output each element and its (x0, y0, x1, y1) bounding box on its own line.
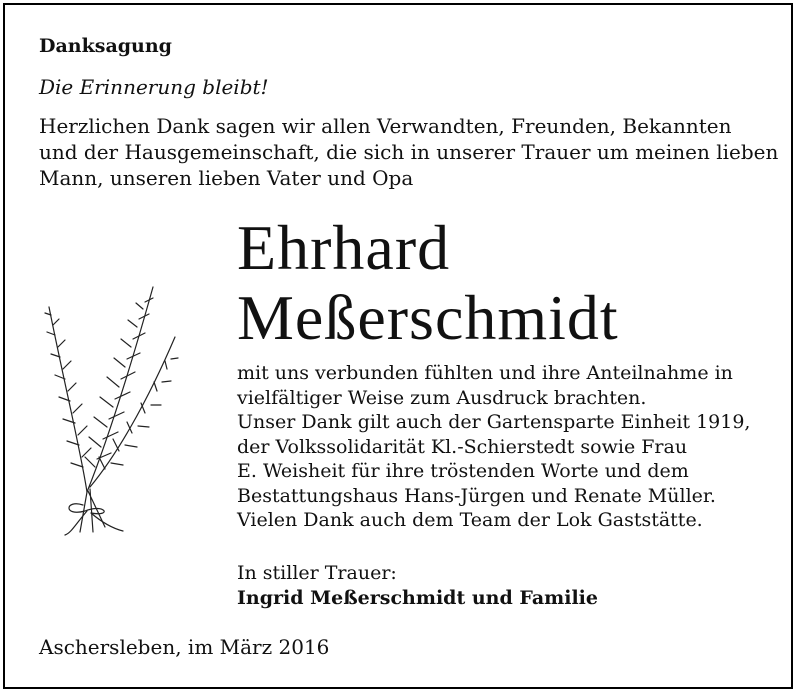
body-line: Vielen Dank auch dem Team der Lok Gaststätte. (237, 509, 703, 531)
body-line: E. Weisheit für ihre tröstenden Worte und dem (237, 460, 689, 482)
body-line: der Volkssolidarität Kl.-Schierstedt sowie Frau (237, 435, 688, 458)
body-paragraph (237, 361, 750, 533)
intro-line: und der Hausgemeinschaft, die sich in unserer Trauer um meinen lieben (39, 140, 779, 164)
intro-line: Mann, unseren lieben Vater und Opa (39, 166, 414, 190)
body-line: Bestattungshaus Hans-Jürgen und Renate Müller. (237, 484, 716, 507)
notice-motto: Die Erinnerung bleibt! (39, 75, 269, 99)
deceased-last-name: Meßerschmidt (237, 282, 619, 353)
notice-heading: Danksagung (39, 35, 172, 57)
body-line: Unser Dank gilt auch der Gartensparte Einheit 1919, (237, 411, 751, 433)
deceased-name (237, 213, 619, 353)
fern-illustration-icon (35, 277, 190, 537)
body-line: mit uns verbunden fühlten und ihre Anteilnahme in (237, 362, 733, 384)
deceased-first-name: Ehrhard (237, 212, 451, 283)
body-line: vielfältiger Weise zum Ausdruck brachten. (237, 386, 647, 409)
intro-paragraph (39, 113, 778, 191)
intro-line: Herzlichen Dank sagen wir allen Verwandten, Freunden, Bekannten (39, 114, 732, 138)
signature-name: Ingrid Meßerschmidt und Familie (237, 587, 598, 609)
place-date: Aschersleben, im März 2016 (39, 635, 330, 659)
notice-frame (3, 3, 793, 689)
signature-intro: In stiller Trauer: (237, 562, 397, 584)
